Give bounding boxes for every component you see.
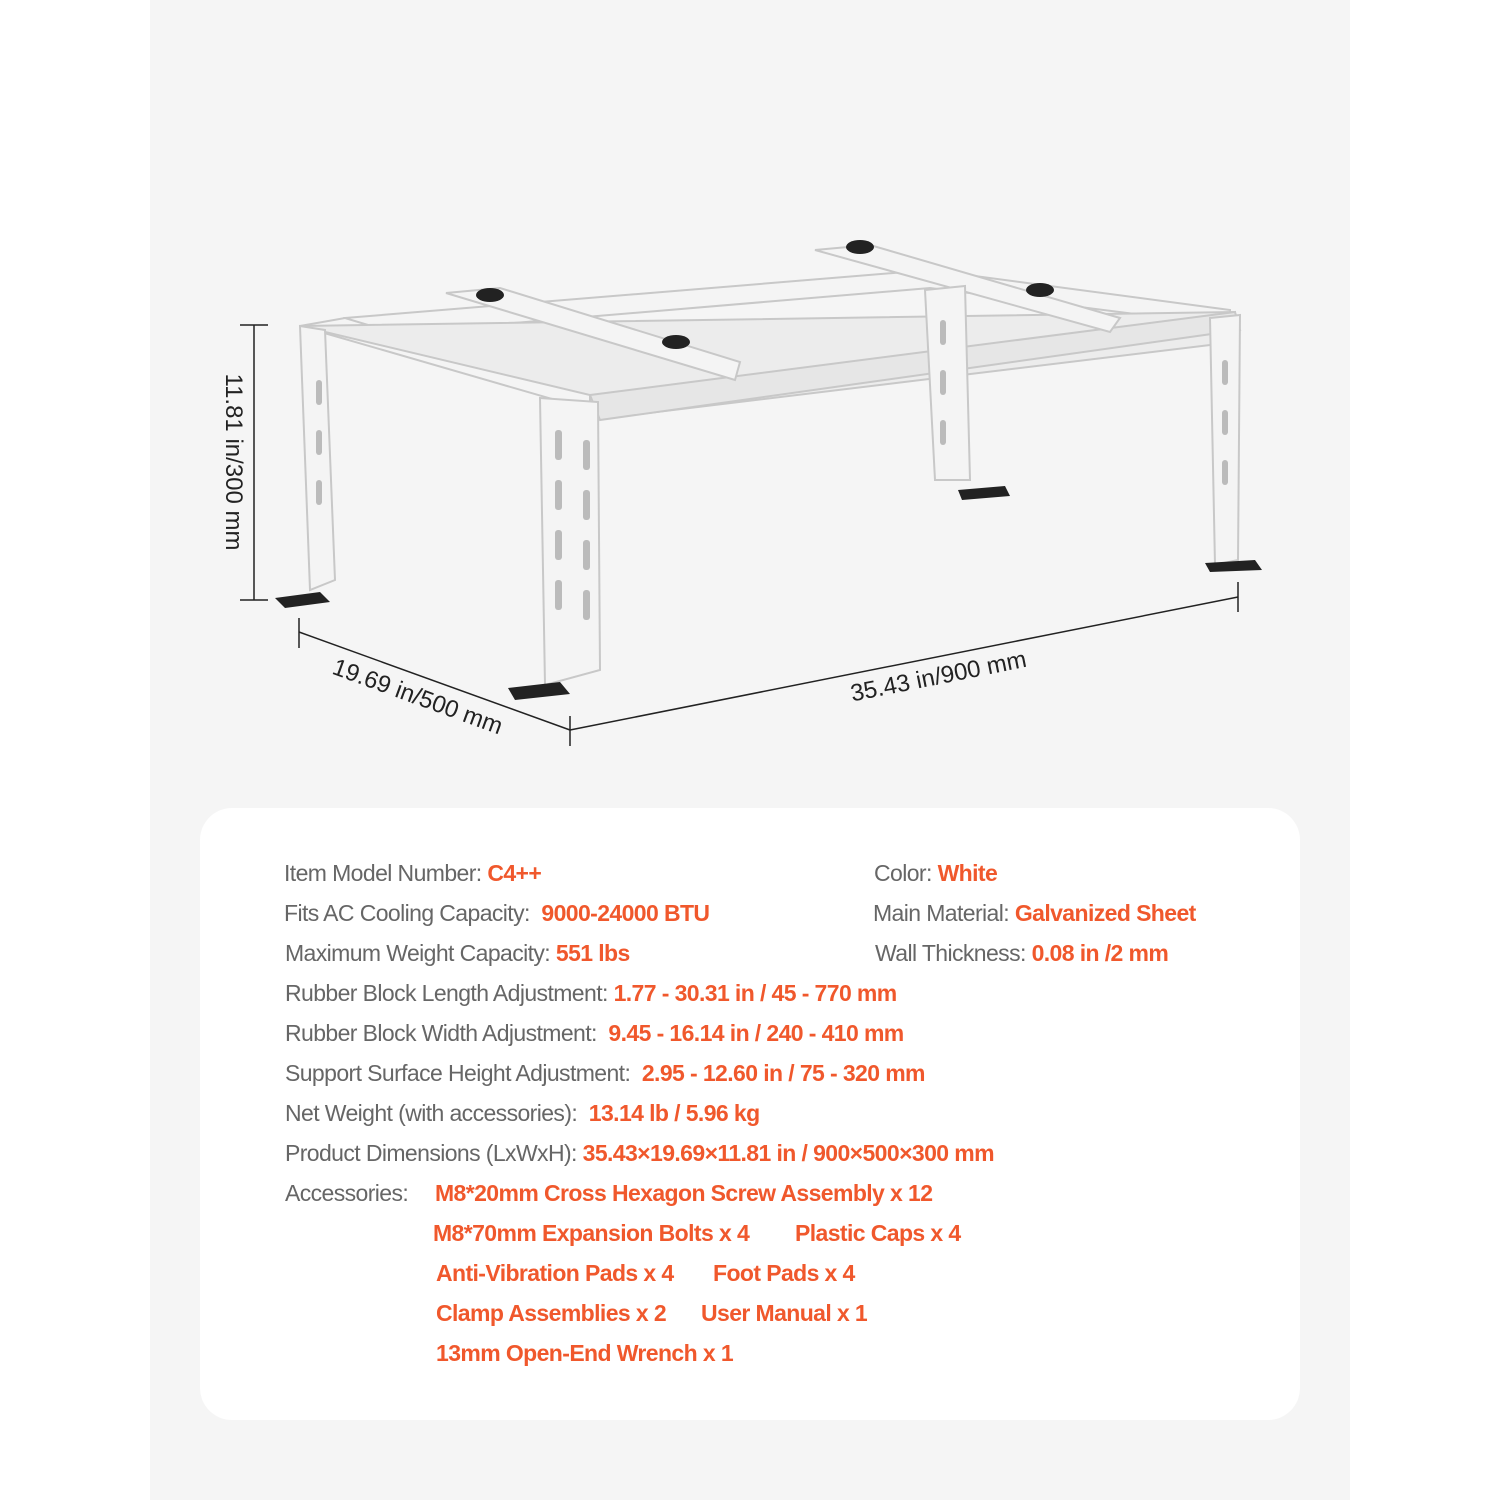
accessory-item: User Manual x 1 (701, 1300, 868, 1326)
foot-pad-icon (275, 592, 330, 608)
foot-pad-icon (958, 486, 1010, 500)
spec-product-dimensions: Product Dimensions (LxWxH): 35.43×19.69×11.81 in / 900×500×300 mm (285, 1140, 994, 1166)
foot-pad-icon (1205, 560, 1262, 572)
leg-front-right (1210, 315, 1240, 565)
rubber-pad-icon (476, 288, 504, 302)
accessory-item: M8*20mm Cross Hexagon Screw Assembly x 12 (435, 1180, 933, 1206)
accessories-label: Accessories: (285, 1180, 409, 1206)
spec-surface-height: Support Surface Height Adjustment: 2.95 - 12.60 in / 75 - 320 mm (285, 1060, 925, 1086)
accessory-item: Plastic Caps x 4 (795, 1220, 961, 1246)
accessory-item: Foot Pads x 4 (713, 1260, 855, 1286)
depth-dimension: 19.69 in/500 mm (328, 653, 507, 741)
rubber-pad-icon (662, 335, 690, 349)
height-dimension: 11.81 in/300 mm (220, 373, 247, 551)
rubber-pad-icon (846, 240, 874, 254)
spec-wall-thickness: Wall Thickness: 0.08 in /2 mm (875, 940, 1169, 966)
accessory-item: Anti-Vibration Pads x 4 (436, 1260, 674, 1286)
accessory-item: Clamp Assemblies x 2 (436, 1300, 667, 1326)
spec-material: Main Material: Galvanized Sheet (873, 900, 1196, 926)
leg-front-left (540, 398, 600, 685)
spec-net-weight: Net Weight (with accessories): 13.14 lb / 5.96 kg (285, 1100, 760, 1126)
spec-block-width: Rubber Block Width Adjustment: 9.45 - 16.14 in / 240 - 410 mm (285, 1020, 904, 1046)
leg-back-left (300, 326, 335, 590)
spec-capacity: Fits AC Cooling Capacity: 9000-24000 BTU (284, 900, 710, 926)
accessory-item: 13mm Open-End Wrench x 1 (436, 1340, 734, 1366)
spec-color: Color: White (874, 860, 998, 886)
spec-model: Item Model Number: C4++ (284, 860, 542, 886)
spec-max-weight: Maximum Weight Capacity: 551 lbs (285, 940, 630, 966)
leg-back-right (925, 286, 970, 480)
spec-block-length: Rubber Block Length Adjustment: 1.77 - 30.31 in / 45 - 770 mm (285, 980, 897, 1006)
rubber-pad-icon (1026, 283, 1054, 297)
foot-pad-icon (508, 682, 570, 700)
length-dimension: 35.43 in/900 mm (848, 645, 1029, 708)
accessory-item: M8*70mm Expansion Bolts x 4 (433, 1220, 750, 1246)
